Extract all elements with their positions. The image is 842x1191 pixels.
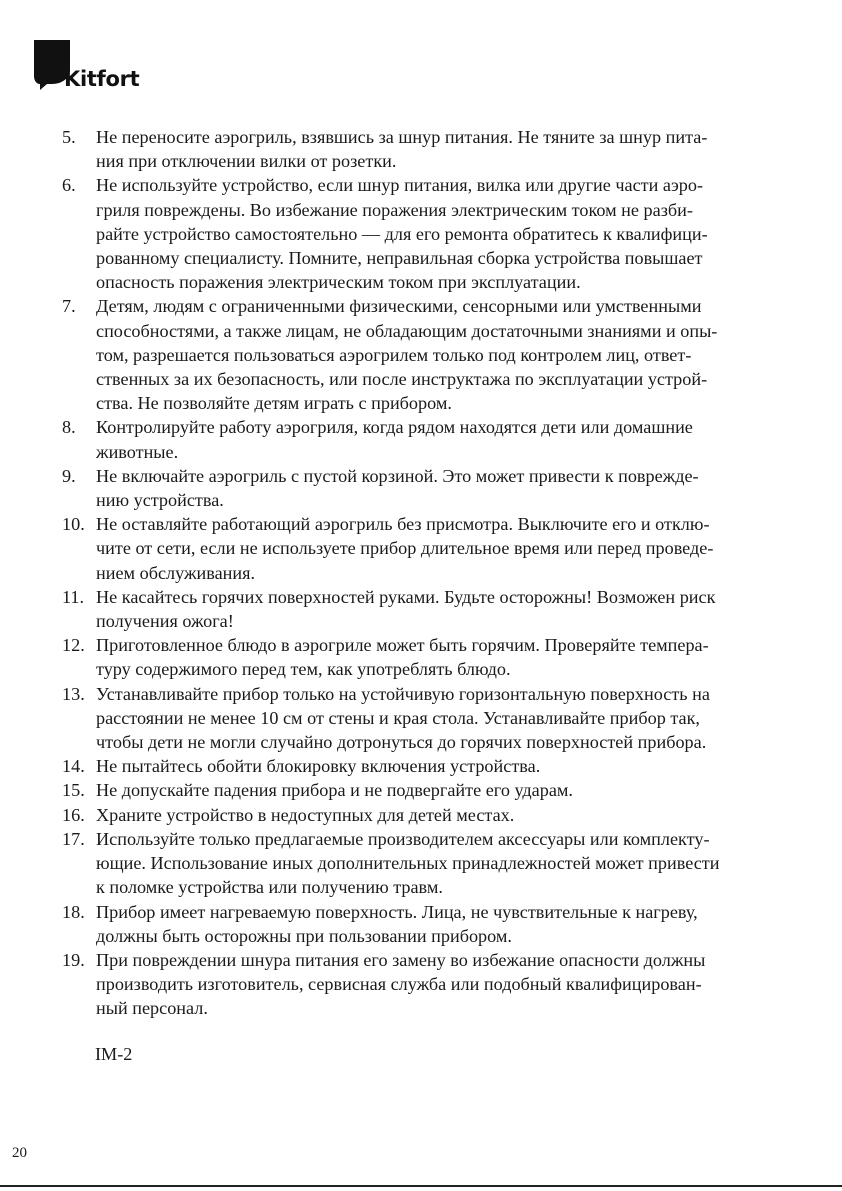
- instruction-line: рованному специалисту. Помните, неправильная сборка устройства повышает: [96, 248, 703, 269]
- instruction-text: [96, 827, 790, 900]
- instruction-item: [62, 827, 790, 900]
- instruction-line: Не переносите аэрогриль, взявшись за шнур питания. Не тяните за шнур пита-: [96, 127, 708, 147]
- instruction-line: Не касайтесь горячих поверхностей руками. Будьте осторожны! Возможен риск: [96, 586, 716, 607]
- instruction-text: [96, 754, 790, 778]
- instruction-number: 10.: [62, 514, 85, 535]
- instruction-line: При повреждении шнура питания его замену во избежание опасности должны: [96, 949, 706, 970]
- instruction-number: 18.: [62, 901, 85, 922]
- instruction-line: получения ожога!: [96, 611, 234, 632]
- instruction-text: [96, 778, 790, 802]
- instruction-number: 7.: [62, 296, 76, 317]
- instruction-item: [62, 633, 790, 681]
- instruction-line: к поломке устройства или получению травм.: [96, 877, 443, 898]
- instruction-line: Устанавливайте прибор только на устойчивую горизонтальную поверхность на: [96, 683, 710, 704]
- instruction-item: [62, 803, 790, 827]
- instruction-line: Прибор имеет нагреваемую поверхность. Лица, не чувствительные к нагреву,: [96, 901, 698, 922]
- brand-name: Kitfort: [64, 67, 140, 91]
- instruction-line: Не оставляйте работающий аэрогриль без присмотра. Выключите его и отклю-: [96, 514, 710, 535]
- instruction-number: 17.: [62, 828, 85, 849]
- instruction-line: нием обслуживания.: [96, 562, 256, 583]
- instruction-line: Контролируйте работу аэрогриля, когда рядом находятся дети или домашние: [96, 417, 693, 438]
- instruction-item: [62, 754, 790, 778]
- instruction-line: ственных за их безопасность, или после инструктажа по эксплуатации устрой-: [96, 369, 708, 390]
- instruction-text: [96, 585, 790, 633]
- instruction-item: [62, 294, 790, 415]
- instruction-text: [96, 512, 790, 585]
- instruction-line: расстоянии не менее 10 см от стены и края стола. Устанавливайте прибор так,: [96, 707, 700, 728]
- instruction-line: животные.: [96, 441, 179, 462]
- instruction-item: [62, 125, 790, 173]
- instruction-line: гриля повреждены. Во избежание поражения электрическим током не разби-: [96, 199, 693, 220]
- instruction-line: Не допускайте падения прибора и не подвергайте его ударам.: [96, 780, 573, 801]
- instruction-line: производить изготовитель, сервисная служба или подобный квалифицирован-: [96, 974, 702, 995]
- instruction-line: ный персонал.: [96, 998, 208, 1019]
- instruction-number: 5.: [62, 127, 76, 147]
- instruction-line: чите от сети, если не используете прибор длительное время или перед проведе-: [96, 538, 714, 559]
- safety-instructions-list: [62, 125, 790, 1021]
- instruction-line: Не пытайтесь обойти блокировку включения устройства.: [96, 756, 541, 777]
- instruction-item: [62, 585, 790, 633]
- instruction-text: [96, 948, 790, 1021]
- instruction-line: ющие. Использование иных дополнительных принадлежностей может привести: [96, 853, 720, 874]
- instruction-line: Детям, людям с ограниченными физическими, сенсорными или умственными: [96, 296, 702, 317]
- instruction-number: 11.: [62, 586, 85, 607]
- instruction-line: ства. Не позволяйте детям играть с прибором.: [96, 393, 452, 414]
- document-code: IM-2: [95, 1044, 133, 1064]
- instruction-line: чтобы дети не могли случайно дотронуться до горячих поверхностей прибора.: [96, 732, 707, 753]
- instruction-number: 12.: [62, 635, 85, 656]
- instruction-text: [96, 415, 790, 463]
- instruction-item: [62, 778, 790, 802]
- instruction-line: способностями, а также лицам, не обладающим достаточными знаниями и опы-: [96, 320, 718, 341]
- instruction-line: том, разрешается пользоваться аэрогрилем только под контролем лиц, ответ-: [96, 344, 692, 365]
- instruction-number: 9.: [62, 465, 76, 486]
- instruction-item: [62, 464, 790, 512]
- instruction-line: Не используйте устройство, если шнур питания, вилка или другие части аэро-: [96, 175, 704, 196]
- instruction-line: должны быть осторожны при пользовании прибором.: [96, 925, 512, 946]
- instruction-line: Приготовленное блюдо в аэрогриле может быть горячим. Проверяйте темпера-: [96, 635, 709, 656]
- instruction-item: [62, 948, 790, 1021]
- instruction-text: [96, 803, 790, 827]
- instruction-text: [96, 125, 790, 173]
- instruction-text: [96, 294, 790, 415]
- instruction-line: нию устройства.: [96, 490, 224, 511]
- page-number: 20: [12, 1145, 27, 1161]
- instruction-item: [62, 415, 790, 463]
- instruction-item: [62, 512, 790, 585]
- kitfort-logo: [34, 40, 154, 96]
- instruction-number: 16.: [62, 804, 85, 825]
- instruction-line: опасность поражения электрическим током при эксплуатации.: [96, 272, 581, 293]
- instruction-number: 8.: [62, 417, 76, 438]
- instruction-item: [62, 682, 790, 755]
- instruction-text: [96, 464, 790, 512]
- instruction-line: туру содержимого перед тем, как употреблять блюдо.: [96, 659, 511, 680]
- instruction-number: 6.: [62, 175, 76, 196]
- instruction-line: Храните устройство в недоступных для детей местах.: [96, 804, 515, 825]
- instruction-text: [96, 173, 790, 294]
- instruction-number: 19.: [62, 949, 85, 970]
- instruction-item: [62, 900, 790, 948]
- instruction-line: райте устройство самостоятельно — для его ремонта обратитесь к квалифици-: [96, 223, 708, 244]
- instruction-number: 15.: [62, 780, 85, 801]
- instruction-number: 13.: [62, 683, 85, 704]
- bottom-divider: [0, 1185, 842, 1187]
- instruction-text: [96, 682, 790, 755]
- instruction-text: [96, 900, 790, 948]
- instruction-line: Используйте только предлагаемые производителем аксессуары или комплекту-: [96, 828, 710, 849]
- instruction-line: Не включайте аэрогриль с пустой корзиной. Это может привести к поврежде-: [96, 465, 699, 486]
- instruction-text: [96, 633, 790, 681]
- instruction-item: [62, 173, 790, 294]
- instruction-number: 14.: [62, 756, 85, 777]
- instruction-line: ния при отключении вилки от розетки.: [96, 151, 397, 172]
